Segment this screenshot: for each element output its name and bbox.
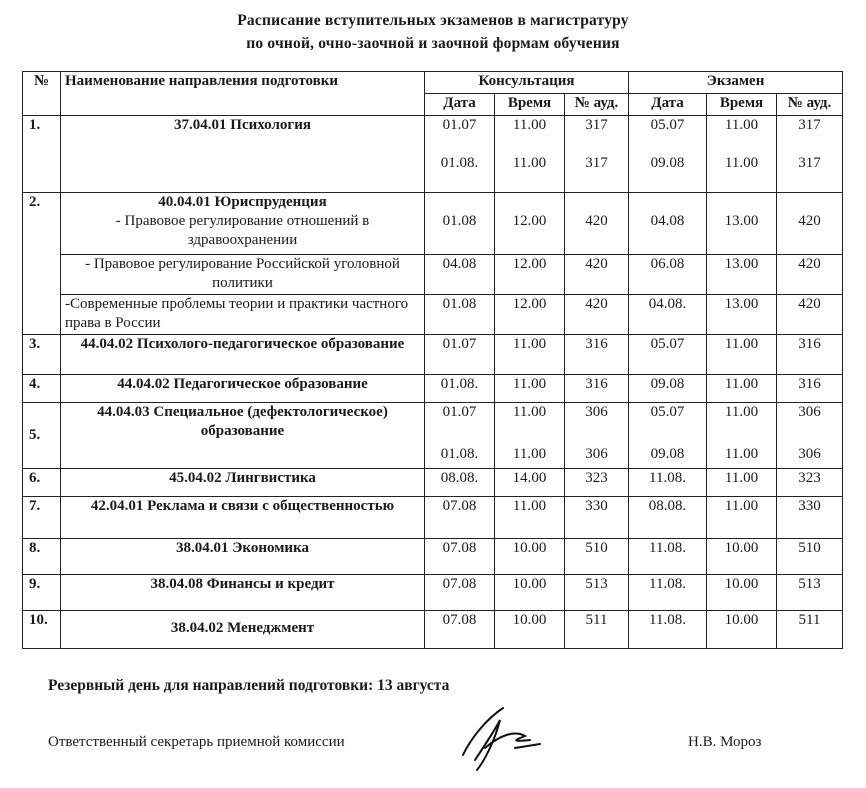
- sub-program: - Правовое регулирование отношений в здравоохранении: [115, 213, 370, 248]
- table-row: [23, 469, 843, 497]
- consult-date: 01.07: [425, 335, 495, 375]
- consult-time: 14.00: [495, 469, 565, 497]
- header-name: Наименование направления подготовки: [61, 72, 425, 116]
- consult-room: 317: [585, 155, 608, 171]
- consult-time: 12.00: [495, 255, 565, 295]
- consult-date: 01.08.: [440, 155, 479, 171]
- header-consult-time: Время: [495, 94, 565, 116]
- exam-time: 11.00: [724, 117, 759, 133]
- table-row: [23, 255, 843, 295]
- row-number: 1.: [23, 116, 61, 193]
- consult-date: 04.08: [425, 255, 495, 295]
- header-exam-room: № ауд.: [777, 94, 843, 116]
- table-row: [23, 611, 843, 649]
- secretary-position: Ответственный секретарь приемной комиссии: [48, 734, 345, 750]
- consult-date: 01.08: [425, 295, 495, 335]
- program-name: 37.04.01 Психология: [61, 116, 425, 193]
- program-name: 40.04.01 Юриспруденция: [158, 194, 327, 210]
- consult-time: 10.00: [495, 539, 565, 575]
- consult-time: 12.00: [495, 295, 565, 335]
- header-exam-time: Время: [707, 94, 777, 116]
- exam-date: 05.07: [629, 335, 707, 375]
- reserve-day-note: Резервный день для направлений подготовки: 13 августа: [48, 677, 450, 694]
- consult-room: 420: [565, 255, 629, 295]
- row-number: 5.: [23, 403, 61, 469]
- exam-date: 11.08.: [629, 575, 707, 611]
- program-name: 44.04.02 Психолого-педагогическое образование: [61, 335, 425, 375]
- exam-date: 09.08: [650, 155, 685, 171]
- exam-date: 09.08: [629, 375, 707, 403]
- exam-date: 11.08.: [629, 611, 707, 649]
- table-row: [23, 575, 843, 611]
- row-number: 4.: [23, 375, 61, 403]
- exam-date: 04.08: [629, 193, 707, 255]
- consult-time: 11.00: [512, 117, 547, 133]
- table-row: [23, 497, 843, 539]
- consult-date: 07.08: [425, 575, 495, 611]
- exam-room: 330: [777, 497, 843, 539]
- row-number: 9.: [23, 575, 61, 611]
- header-exam-date: Дата: [629, 94, 707, 116]
- consult-time: 11.00: [495, 335, 565, 375]
- sub-program: -Современные проблемы теории и практики частного права в России: [61, 295, 425, 335]
- program-name: 44.04.03 Специальное (дефектологическое) образование: [61, 403, 425, 469]
- exam-room: 306: [798, 446, 821, 462]
- consult-time: 11.00: [495, 375, 565, 403]
- consult-date: 01.08.: [425, 375, 495, 403]
- exam-time: 13.00: [707, 295, 777, 335]
- table-row: [23, 295, 843, 335]
- signature-image: [455, 700, 550, 780]
- table-row: [23, 193, 843, 255]
- consult-time: 11.00: [512, 404, 547, 420]
- consult-room: 510: [565, 539, 629, 575]
- secretary-name: Н.В. Мороз: [688, 734, 762, 750]
- exam-time: 10.00: [707, 611, 777, 649]
- program-name: 38.04.01 Экономика: [61, 539, 425, 575]
- consult-room: 317: [585, 117, 608, 133]
- exam-date: 05.07: [650, 117, 685, 133]
- consult-date: 07.08: [425, 539, 495, 575]
- program-name: 45.04.02 Лингвистика: [61, 469, 425, 497]
- sub-program: - Правовое регулирование Российской уголовной политики: [61, 255, 425, 295]
- consult-date: 07.08: [425, 611, 495, 649]
- consult-room: 316: [565, 335, 629, 375]
- exam-time: 13.00: [707, 193, 777, 255]
- exam-room: 420: [777, 193, 843, 255]
- table-row: [23, 335, 843, 375]
- consult-room: 513: [565, 575, 629, 611]
- consult-date: 08.08.: [425, 469, 495, 497]
- exam-room: 323: [777, 469, 843, 497]
- exam-time: 11.00: [724, 404, 759, 420]
- consult-room: 306: [585, 446, 608, 462]
- exam-room: 317: [798, 155, 821, 171]
- row-number: 7.: [23, 497, 61, 539]
- consult-room: 316: [565, 375, 629, 403]
- consult-date: 01.07: [442, 117, 477, 133]
- table-row: [23, 375, 843, 403]
- program-name: 42.04.01 Реклама и связи с общественностью: [61, 497, 425, 539]
- consult-room: 420: [565, 295, 629, 335]
- row-number: 6.: [23, 469, 61, 497]
- exam-room: 513: [777, 575, 843, 611]
- exam-time: 11.00: [707, 469, 777, 497]
- exam-room: 420: [777, 295, 843, 335]
- consult-date: 01.07: [442, 404, 477, 420]
- table-row: [23, 403, 843, 469]
- exam-date: 08.08.: [629, 497, 707, 539]
- title-line-1: Расписание вступительных экзаменов в магистратуру: [237, 12, 629, 29]
- exam-time: 10.00: [707, 575, 777, 611]
- consult-time: 10.00: [495, 575, 565, 611]
- schedule-table: [22, 71, 843, 649]
- document-title: [0, 9, 866, 55]
- header-consult-room: № ауд.: [565, 94, 629, 116]
- exam-date: 04.08.: [629, 295, 707, 335]
- consult-time: 10.00: [495, 611, 565, 649]
- exam-time: 11.00: [707, 335, 777, 375]
- row-number: 3.: [23, 335, 61, 375]
- row-number: 8.: [23, 539, 61, 575]
- header-num: №: [23, 72, 61, 116]
- exam-date: 09.08: [650, 446, 685, 462]
- exam-time: 11.00: [724, 155, 759, 171]
- program-name: 44.04.02 Педагогическое образование: [61, 375, 425, 403]
- consult-time: 12.00: [495, 193, 565, 255]
- table-row: [23, 116, 843, 193]
- consult-room: 323: [565, 469, 629, 497]
- exam-time: 11.00: [724, 446, 759, 462]
- exam-room: 306: [798, 404, 821, 420]
- exam-room: 511: [777, 611, 843, 649]
- header-exam: Экзамен: [629, 72, 843, 94]
- consult-date: 01.08.: [440, 446, 479, 462]
- exam-time: 10.00: [707, 539, 777, 575]
- header-row-1: [23, 72, 843, 94]
- program-name: 38.04.02 Менеджмент: [61, 611, 425, 649]
- exam-room: 316: [777, 335, 843, 375]
- consult-date: 07.08: [425, 497, 495, 539]
- header-consult-date: Дата: [425, 94, 495, 116]
- exam-time: 13.00: [707, 255, 777, 295]
- row-number: 10.: [23, 611, 61, 649]
- consult-time: 11.00: [512, 446, 547, 462]
- table-row: [23, 539, 843, 575]
- consult-time: 11.00: [495, 497, 565, 539]
- program-name: 38.04.08 Финансы и кредит: [61, 575, 425, 611]
- title-line-2: по очной, очно-заочной и заочной формам обучения: [246, 35, 620, 52]
- exam-time: 11.00: [707, 497, 777, 539]
- exam-time: 11.00: [707, 375, 777, 403]
- exam-room: 510: [777, 539, 843, 575]
- consult-room: 330: [565, 497, 629, 539]
- consult-room: 511: [565, 611, 629, 649]
- exam-date: 11.08.: [629, 539, 707, 575]
- consult-room: 420: [565, 193, 629, 255]
- exam-date: 11.08.: [629, 469, 707, 497]
- exam-date: 06.08: [629, 255, 707, 295]
- row-number: 2.: [23, 193, 61, 335]
- consult-room: 306: [585, 404, 608, 420]
- consult-date: 01.08: [425, 193, 495, 255]
- header-consultation: Консультация: [425, 72, 629, 94]
- consult-time: 11.00: [512, 155, 547, 171]
- exam-room: 316: [777, 375, 843, 403]
- exam-room: 317: [798, 117, 821, 133]
- exam-room: 420: [777, 255, 843, 295]
- exam-date: 05.07: [650, 404, 685, 420]
